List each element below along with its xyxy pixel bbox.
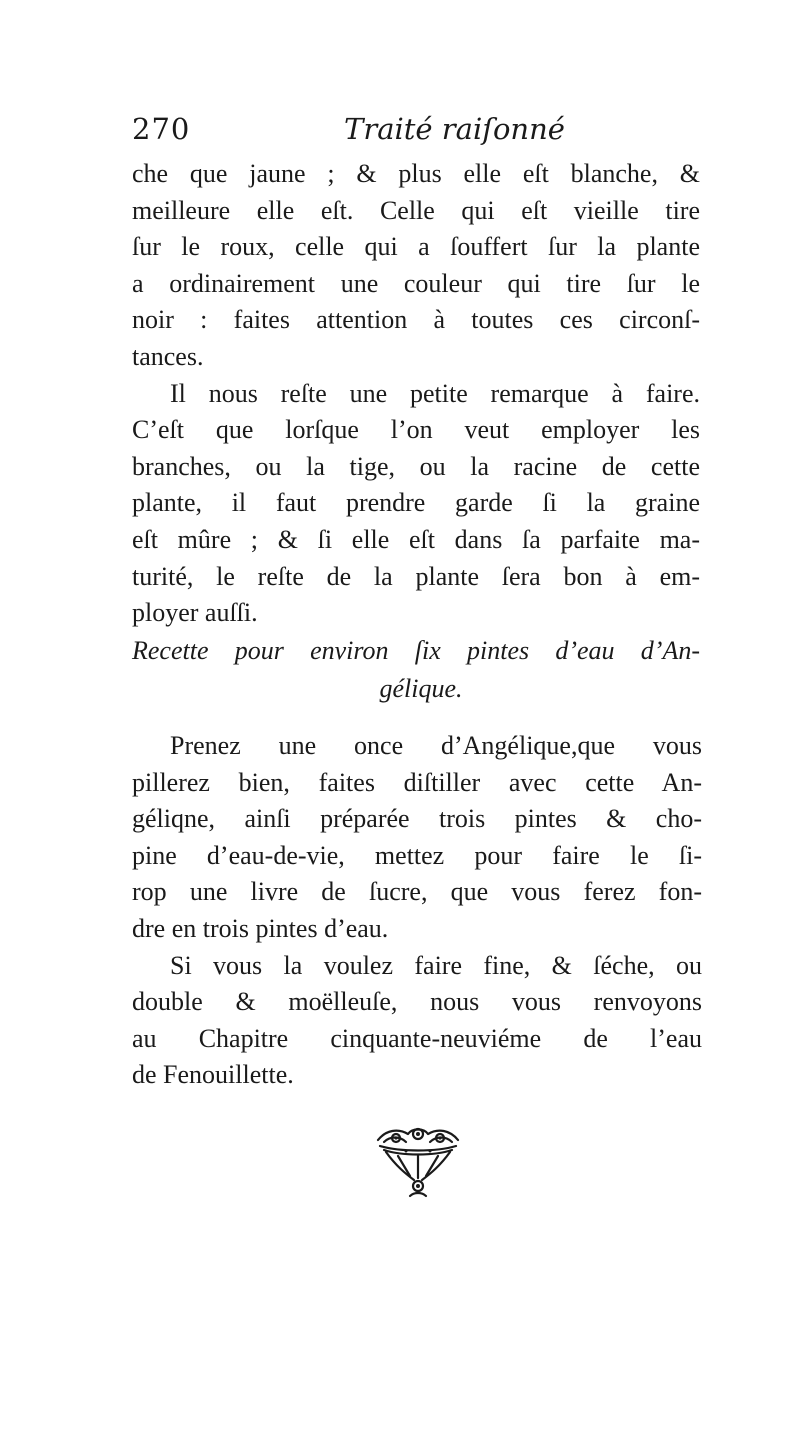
recipe-title bbox=[132, 632, 700, 708]
text-line: Si vous la voulez faire fine, & ſéche, ou bbox=[170, 950, 702, 980]
text-line: dre en trois pintes d’eau. bbox=[132, 913, 389, 943]
text-line: pillerez bien, faites diſtiller avec cette An- bbox=[132, 767, 702, 797]
recipe-title-line: Recette pour environ ſix pintes d’eau d’An- bbox=[132, 636, 700, 665]
text-line: Il nous reſte une petite remarque à faire. bbox=[170, 378, 700, 408]
text-line: turité, le reſte de la plante ſera bon à em- bbox=[132, 561, 700, 591]
text-line: double & moëlleuſe, nous vous renvoyons bbox=[132, 987, 702, 1017]
text-line: branches, ou la tige, ou la racine de cette bbox=[132, 451, 700, 481]
text-line: ployer auſſi. bbox=[132, 598, 258, 628]
text-line: meilleure elle eſt. Celle qui eſt vieille tire bbox=[132, 195, 700, 225]
recipe-text bbox=[132, 728, 702, 1094]
text-line: che que jaune ; & plus elle eſt blanche, & bbox=[132, 159, 700, 188]
text-line: tances. bbox=[132, 341, 204, 371]
text-line: rop une livre de ſucre, que vous ferez fon- bbox=[132, 877, 702, 907]
text-line: Prenez une once d’Angélique,que vous bbox=[170, 731, 702, 760]
text-line: au Chapitre cinquante-neuviéme de l’eau bbox=[132, 1023, 702, 1053]
body-text bbox=[132, 156, 700, 632]
recipe-title-line: gélique. bbox=[379, 674, 463, 703]
running-title: Traité raiſonné bbox=[344, 112, 565, 146]
text-line: a ordinairement une couleur qui tire ſur le bbox=[132, 268, 700, 298]
running-head bbox=[130, 112, 700, 156]
page-number: 270 bbox=[132, 112, 191, 146]
floral-basket-vignette-icon bbox=[370, 1122, 466, 1202]
text-line: de Fenouillette. bbox=[132, 1060, 294, 1090]
text-line: noir : faites attention à toutes ces circonſ- bbox=[132, 305, 700, 335]
text-line: eſt mûre ; & ſi elle eſt dans ſa parfaite ma- bbox=[132, 524, 700, 554]
text-line: C’eſt que lorſque l’on veut employer les bbox=[132, 415, 700, 445]
text-line: ſur le roux, celle qui a ſouffert ſur la plante bbox=[132, 232, 700, 262]
text-line: plante, il faut prendre garde ſi la graine bbox=[132, 488, 700, 518]
text-line: géliqne, ainſi préparée trois pintes & cho- bbox=[132, 804, 702, 834]
text-line: pine d’eau-de-vie, mettez pour faire le ſi- bbox=[132, 840, 702, 870]
